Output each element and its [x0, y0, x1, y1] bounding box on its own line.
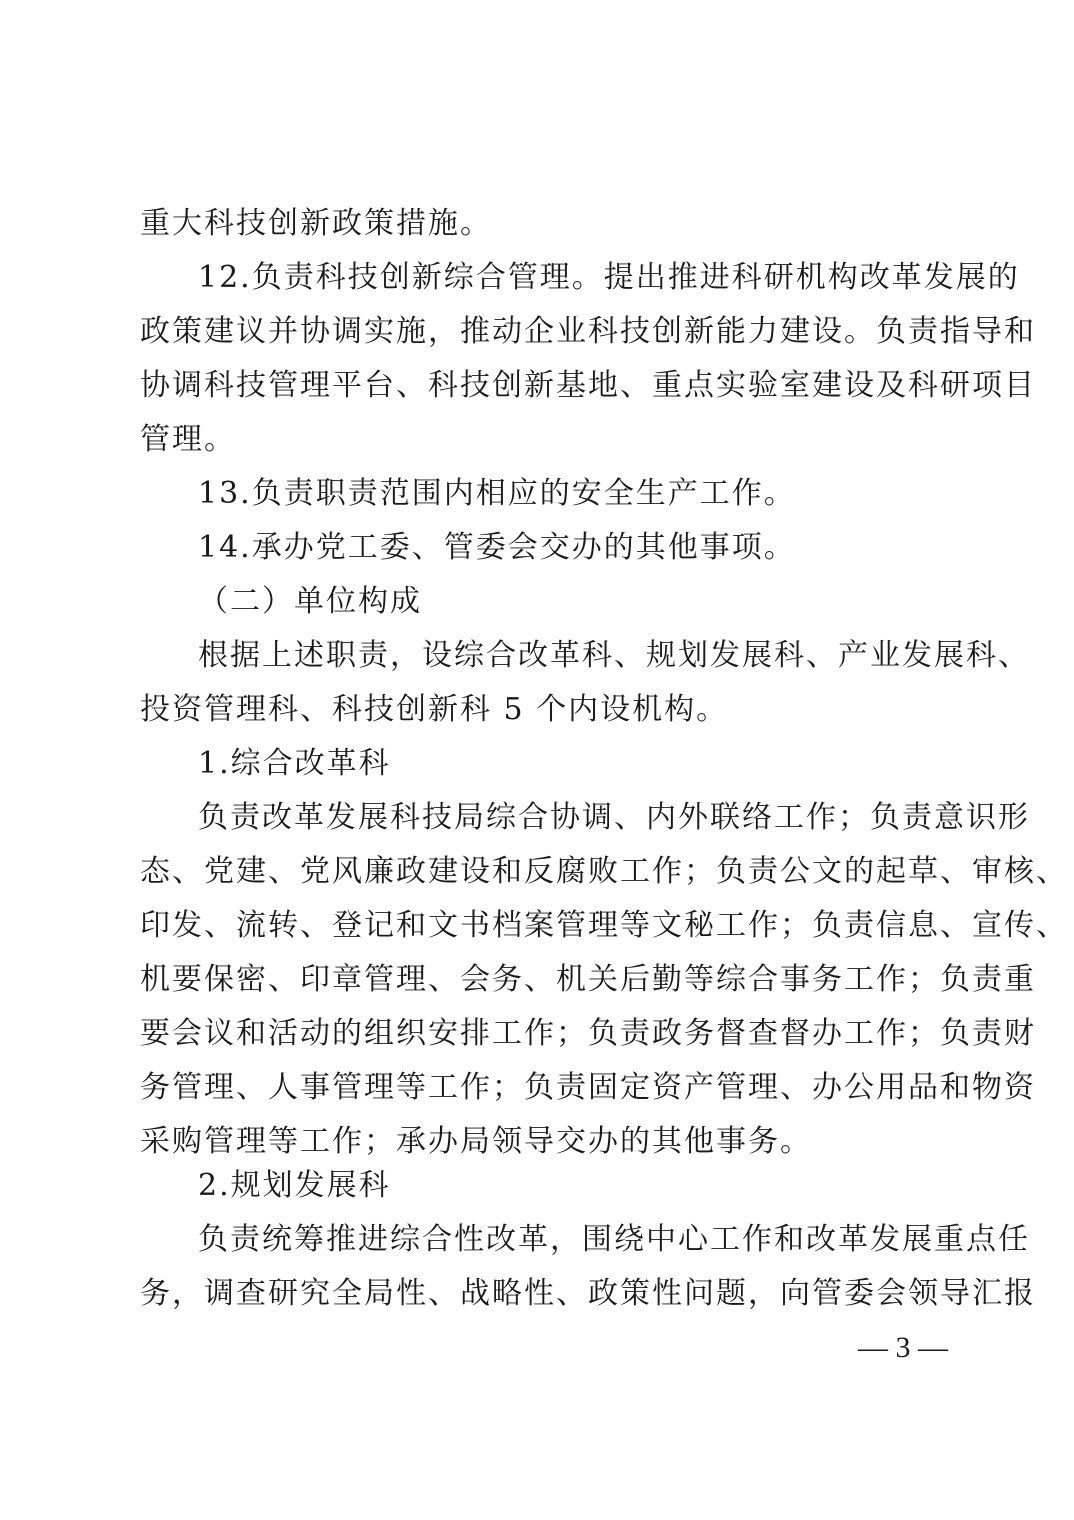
paragraph-line: 态、党建、党风廉政建设和反腐败工作；负责公文的起草、审核、	[140, 854, 1068, 889]
paragraph-line: 根据上述职责，设综合改革科、规划发展科、产业发展科、	[198, 638, 1030, 673]
paragraph-line: 13.负责职责范围内相应的安全生产工作。	[198, 476, 796, 511]
subsection-heading: 1.综合改革科	[198, 746, 391, 781]
paragraph-line: 投资管理科、科技创新科 5 个内设机构。	[140, 692, 729, 727]
paragraph-line: 12.负责科技创新综合管理。提出推进科研机构改革发展的	[198, 260, 1020, 295]
subsection-heading: 2.规划发展科	[198, 1168, 391, 1203]
paragraph-line: 负责改革发展科技局综合协调、内外联络工作；负责意识形	[198, 800, 1030, 835]
section-heading: （二）单位构成	[198, 584, 422, 619]
paragraph-line: 政策建议并协调实施，推动企业科技创新能力建设。负责指导和	[140, 314, 1036, 349]
paragraph-line: 14.承办党工委、管委会交办的其他事项。	[198, 530, 796, 565]
paragraph-line: 务管理、人事管理等工作；负责固定资产管理、办公用品和物资	[140, 1070, 1036, 1105]
paragraph-line: 机要保密、印章管理、会务、机关后勤等综合事务工作；负责重	[140, 962, 1036, 997]
paragraph-line: 协调科技管理平台、科技创新基地、重点实验室建设及科研项目	[140, 368, 1036, 403]
page-number: — 3 —	[858, 1331, 948, 1364]
paragraph-line: 印发、流转、登记和文书档案管理等文秘工作；负责信息、宣传、	[140, 908, 1068, 943]
paragraph-line: 务，调查研究全局性、战略性、政策性问题，向管委会领导汇报	[140, 1276, 1036, 1311]
paragraph-line: 采购管理等工作；承办局领导交办的其他事务。	[140, 1124, 812, 1159]
paragraph-line: 重大科技创新政策措施。	[140, 206, 492, 241]
paragraph-line: 负责统筹推进综合性改革，围绕中心工作和改革发展重点任	[198, 1222, 1030, 1257]
paragraph-line: 要会议和活动的组织安排工作；负责政务督查督办工作；负责财	[140, 1016, 1036, 1051]
paragraph-line: 管理。	[140, 422, 236, 457]
